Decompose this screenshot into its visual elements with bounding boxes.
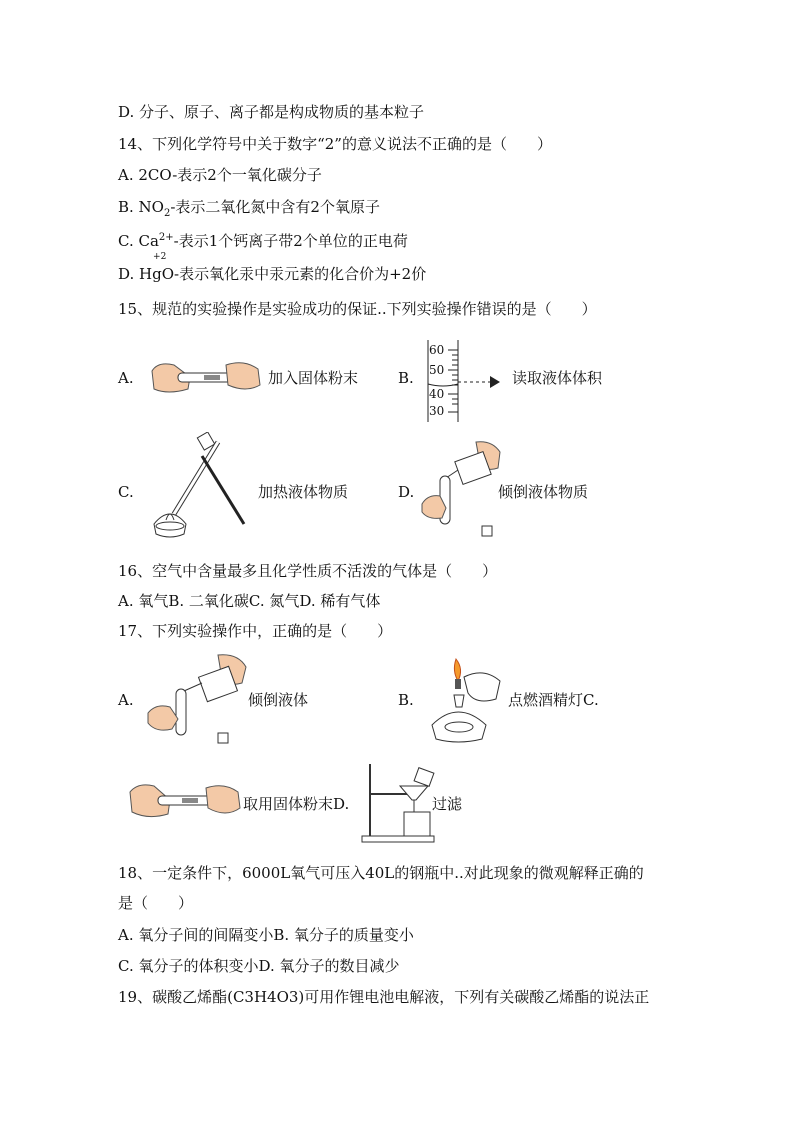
q17-c-text: 取用固体粉末D. [243,795,350,813]
q14-option-a: A. 2CO-表示2个一氧化碳分子 [118,166,322,184]
oxidation-state: +2 [153,252,167,262]
q16-options: A. 氧气B. 二氧化碳C. 氮气D. 稀有气体 [118,592,381,610]
take-powder-figure [126,776,242,828]
q15-b-text: 读取液体体积 [512,369,603,387]
q16-stem: 16、空气中含量最多且化学性质不活泼的气体是（ ） [118,562,498,580]
filtration-figure [360,762,438,844]
tick-label-30: 30 [429,404,445,418]
q14-option-c [118,228,408,251]
pouring-liquid-figure [418,440,502,540]
q14-stem: 14、下列化学符号中关于数字“2”的意义说法不正确的是（ ） [118,135,552,153]
tick-label-40: 40 [429,387,445,401]
q15-d-text: 倾倒液体物质 [498,483,589,501]
q14-b-sub: 2 [163,208,171,219]
q17-a-letter: A. [118,691,134,709]
q19-stem: 19、碳酸乙烯酯(C3H4O3)可用作锂电池电解液，下列有关碳酸乙烯酯的说法正 [118,988,650,1006]
hgo-formula [139,252,175,284]
q15-d-letter: D. [398,483,415,501]
powder-addition-figure [148,355,264,401]
q15-c-letter: C. [118,483,134,501]
alcohol-lamp-figure [424,655,506,745]
q18-options-cd: C. 氧分子的体积变小D. 氧分子的数目减少 [118,957,400,975]
q14-b-pre: B. NO [118,198,164,216]
heating-liquid-figure [144,432,252,542]
q17-a-text: 倾倒液体 [248,691,309,709]
q14-option-b [118,197,380,224]
q15-b-letter: B. [398,369,414,387]
q17-stem: 17、下列实验操作中，正确的是（ ） [118,622,393,640]
q18-stem-line1: 18、一定条件下，6000L氧气可压入40L的钢瓶中..对此现象的微观解释正确的 [118,864,644,882]
pour-liquid-figure [142,653,248,749]
q15-stem: 15、规范的实验操作是实验成功的保证..下列实验操作错误的是（ ） [118,300,597,318]
q14-c-sup: 2+ [158,232,174,243]
q13-option-d: D. 分子、原子、离子都是构成物质的基本粒子 [118,103,425,121]
q17-d-text: 过滤 [432,795,463,813]
q14-c-pre: C. Ca [118,232,159,250]
q14-b-post: -表示二氧化氮中含有2个氧原子 [170,198,380,216]
q15-a-text: 加入固体粉末 [268,369,359,387]
q18-stem-line2: 是（ ） [118,894,194,912]
q14-c-post: -表示1个钙离子带2个单位的正电荷 [173,232,408,250]
tick-label-50: 50 [429,363,445,377]
hgo-text: HgO [139,265,175,283]
q14-option-d [118,252,427,284]
q15-a-letter: A. [118,369,134,387]
q17-b-letter: B. [398,691,414,709]
q18-options-ab: A. 氧分子间的间隔变小B. 氧分子的质量变小 [118,926,414,944]
q17-b-text: 点燃酒精灯C. [508,691,599,709]
q15-c-text: 加热液体物质 [258,483,349,501]
q14-d-pre: D. [118,265,140,283]
tick-label-60: 60 [429,343,445,357]
q14-d-post: -表示氧化汞中汞元素的化合价为+2价 [174,265,427,283]
